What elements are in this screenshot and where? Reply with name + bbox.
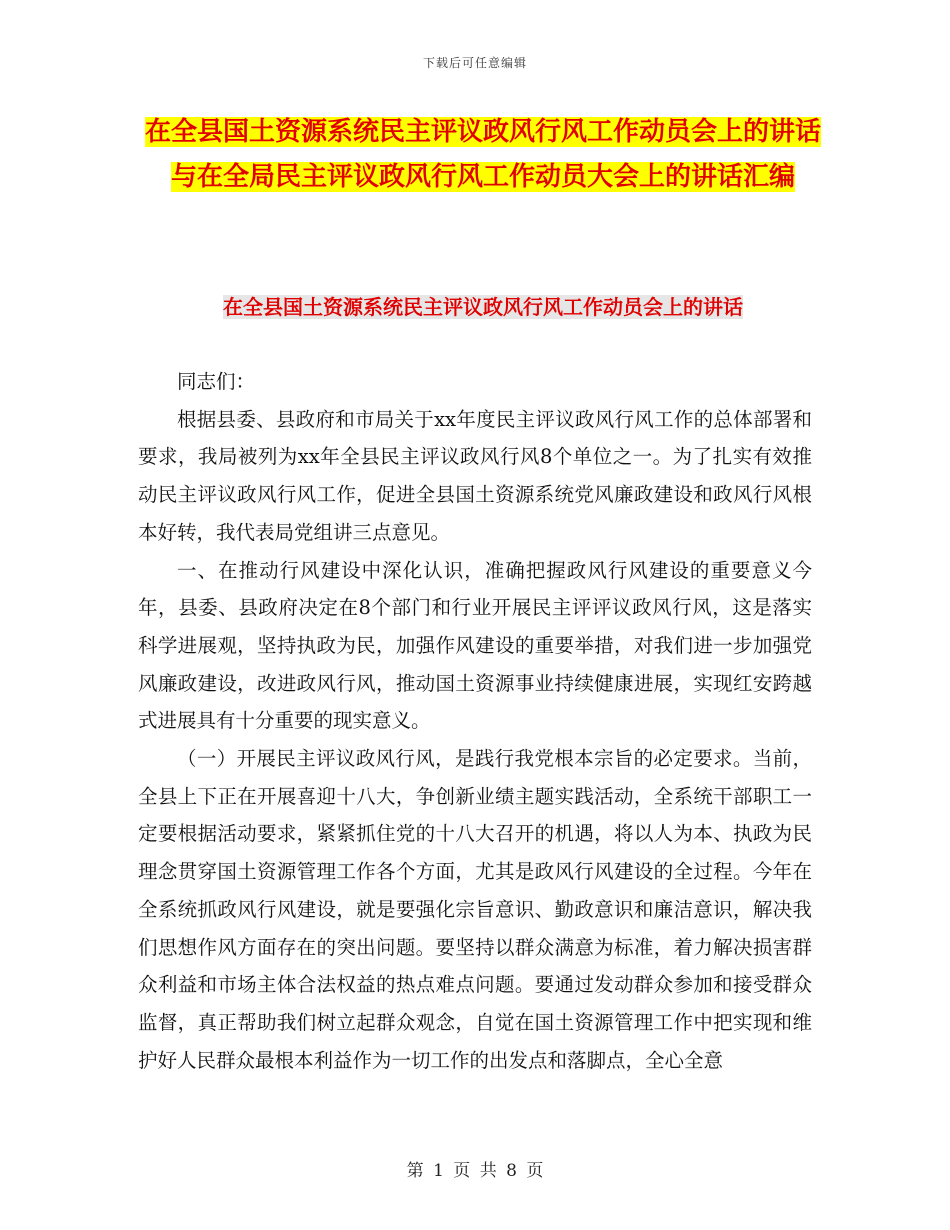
body-paragraph: 一、在推动行风建设中深化认识，准确把握政风行风建设的重要意义今年，县委、县政府决定在8个部门和行业开展民主评评议政风行风，这是落实科学进展观，坚持执政为民，加强作风建设的重要举措，对我们进一步加强党风廉政建设，改进政风行风，推动国土资源事业持续健康进展，实现红安跨越式进展具有十分重要的现实意义。 — [138, 558, 812, 733]
body-paragraph: （一）开展民主评议政风行风，是践行我党根本宗旨的必定要求。当前，全县上下正在开展喜迎十八大，争创新业绩主题实践活动，全系统干部职工一定要根据活动要求，紧紧抓住党的十八大召开的机遇，将以人为本、执政为民理念贯穿国土资源管理工作各个方面，尤其是政风行风建设的全过程。今年在全系统抓政风行风建设，就是要强化宗旨意识、勤政意识和廉洁意识，解决我们思想作风方面存在的突出问题。要坚持以群众满意为标准，着力解决损害群众利益和市场主体合法权益的热点难点问题。要通过发动群众参加和接受群众监督，真正帮助我们树立起群众观念，自觉在国土资源管理工作中把实现和维护好人民群众最根本利益作为一切工作的出发点和落脚点，全心全意 — [138, 747, 812, 1072]
main-title-text: 在全县国土资源系统民主评议政风行风工作动员会上的讲话与在全局民主评议政风行风工作动员大会上的讲话汇编 — [144, 117, 821, 192]
section-title-text: 在全县国土资源系统民主评议政风行风工作动员会上的讲话 — [223, 295, 743, 319]
section-title — [138, 290, 828, 324]
header-note: 下载后可任意编辑 — [422, 56, 527, 70]
salutation-paragraph: 同志们： — [177, 370, 256, 393]
page-number-footer: 第 1 页 共 8 页 — [406, 1161, 544, 1181]
body-paragraph: 根据县委、县政府和市局关于xx年度民主评议政风行风工作的总体部署和要求，我局被列为xx年全县民主评议政风行风8个单位之一。为了扎实有效推动民主评议政风行风工作，促进全县国土资源系统党风廉政建设和政风行风根本好转，我代表局党组讲三点意见。 — [138, 407, 812, 544]
main-title — [138, 110, 828, 200]
document-body — [138, 363, 812, 1079]
